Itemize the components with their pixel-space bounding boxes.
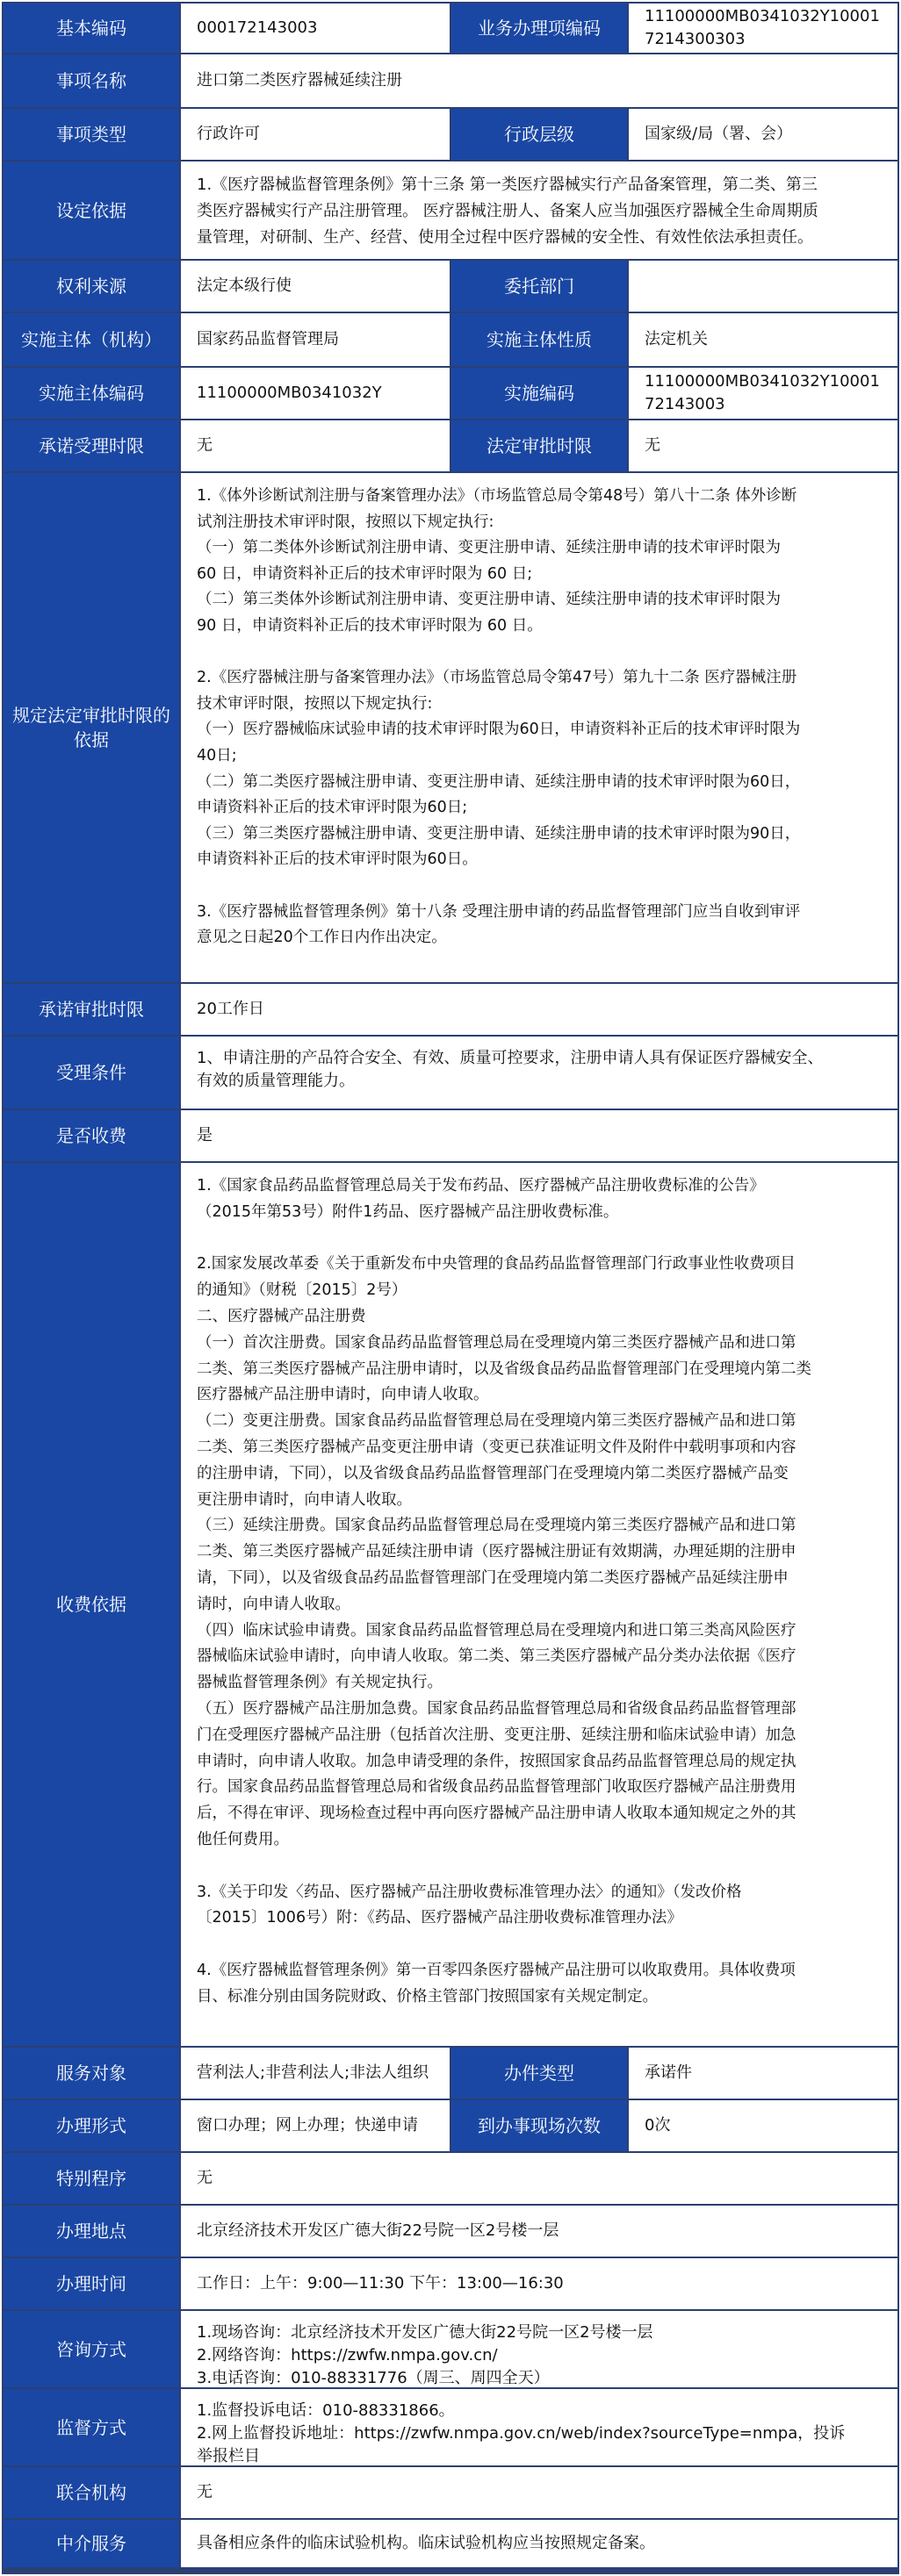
fee-basis-line: 后，不得在审评、现场检查过程中再向医疗器械产品注册申请人收取本通知规定之外的其 [197, 1805, 796, 1823]
special-value: 无 [181, 2153, 897, 2204]
impl-nature-label: 实施主体性质 [451, 313, 627, 366]
limits-basis-value [181, 473, 897, 982]
limits-basis-line: 试剂注册技术审评时限，按照以下规定执行: [197, 513, 494, 531]
handle-form-label: 办理形式 [4, 2100, 179, 2151]
business-code-value: 11100000MB0341032Y100017214300303 [629, 4, 897, 53]
item-info-table [2, 2, 899, 2574]
fee-basis-line: 请，下同），以及省级食品药品监督管理部门在受理境内第二类医疗器械产品延续注册申 [197, 1568, 789, 1587]
item-type-label: 事项类型 [4, 109, 179, 160]
limits-basis-line: （一）第二类体外诊断试剂注册申请、变更注册申请、延续注册申请的技术审评时限为 [197, 539, 781, 557]
fee-basis-line: （二）变更注册费。国家食品药品监督管理总局在受理境内第三类医疗器械产品和进口第 [197, 1412, 796, 1431]
fee-basis-line: 4.《医疗器械监督管理条例》第一百零四条医疗器械产品注册可以收取费用。具体收费项 [197, 1961, 796, 1979]
fee-basis-line: 医疗器械产品注册申请时，向申请人收取。 [197, 1386, 489, 1404]
fee-basis-line: （2015年第53号）附件1药品、医疗器械产品注册收费标准。 [197, 1202, 619, 1221]
acceptance-line: 1、申请注册的产品符合安全、有效、质量可控要求，注册申请人具有保证医疗器械安全、 [197, 1049, 824, 1067]
legal-approve-label: 法定审批时限 [451, 420, 627, 471]
fee-basis-line: 更注册申请时，向申请人收取。 [197, 1490, 412, 1509]
consult-line: 1.现场咨询：北京经济技术开发区广德大街22号院一区2号楼一层 [197, 2323, 653, 2342]
impl-body-label: 实施主体（机构） [4, 313, 179, 366]
basis-line: 1.《医疗器械监督管理条例》第十三条 第一类医疗器械实行产品备案管理，第二类、第三 [197, 176, 818, 194]
fee-basis-line: （五）医疗器械产品注册加急费。国家食品药品监督管理总局和省级食品药品监督管理部 [197, 1699, 796, 1718]
fee-basis-line: 〔2015〕1006号）附：《药品、医疗器械产品注册收费标准管理办法》 [197, 1909, 682, 1927]
fee-basis-line: 2.国家发展改革委《关于重新发布中央管理的食品药品监督管理部门行政事业性收费项目 [197, 1255, 796, 1274]
fee-basis-line: 二类、第三类医疗器械产品注册申请时，以及省级食品药品监督管理部门在受理境内第二类 [197, 1360, 811, 1378]
limits-basis-line: 2.《医疗器械注册与备案管理办法》（市场监管总局令第47号）第九十二条 医疗器械注册 [197, 669, 797, 687]
fee-basis-line [197, 1932, 882, 1958]
fee-basis-line [197, 1854, 882, 1880]
delegated-dept-value [629, 261, 897, 312]
acceptance-line: 有效的质量管理能力。 [197, 1072, 355, 1090]
impl-code2-label: 实施编码 [451, 368, 627, 419]
admin-level-label: 行政层级 [451, 109, 627, 160]
promise-approve-label: 承诺审批时限 [4, 984, 179, 1035]
acceptance-value [181, 1037, 897, 1109]
intermediary-value: 具备相应条件的临床试验机构。临床试验机构应当按照规定备案。 [181, 2520, 897, 2567]
item-type-value: 行政许可 [181, 109, 450, 160]
fee-basis-line: 申请时，向申请人收取。加急申请受理的条件，按照国家食品药品监督管理总局的规定执 [197, 1752, 796, 1770]
service-target-value: 营利法人;非营利法人;非法人组织 [181, 2048, 450, 2099]
charge-value: 是 [181, 1110, 897, 1161]
impl-body-value: 国家药品监督管理局 [181, 313, 450, 366]
item-name-label: 事项名称 [4, 54, 179, 107]
fee-basis-line: 1.《国家食品药品监督管理总局关于发布药品、医疗器械产品注册收费标准的公告》 [197, 1177, 765, 1195]
consult-label: 咨询方式 [4, 2311, 179, 2387]
handle-form-value: 窗口办理；网上办理；快递申请 [181, 2100, 450, 2151]
limits-basis-line: 申请资料补正后的技术审评时限为60日; [197, 799, 468, 817]
impl-code-label: 实施主体编码 [4, 368, 179, 419]
time-value: 工作日：上午：9:00—11:30 下午：13:00—16:30 [181, 2258, 897, 2309]
service-target-label: 服务对象 [4, 2048, 179, 2099]
consult-value [181, 2311, 897, 2387]
supervise-url[interactable]: 2.网上监督投诉地址：https://zwfw.nmpa.gov.cn/web/index?sourceType=nmpa，投诉 [197, 2424, 846, 2443]
fee-basis-line: 请时，向申请人收取。 [197, 1595, 350, 1613]
right-source-value: 法定本级行使 [181, 261, 450, 312]
location-value: 北京经济技术开发区广德大街22号院一区2号楼一层 [181, 2206, 897, 2257]
supervise-value [181, 2389, 897, 2465]
promise-accept-value: 无 [181, 420, 450, 471]
fee-basis-line: 二类、第三类医疗器械产品延续注册申请（医疗器械注册证有效期满，办理延期的注册申 [197, 1543, 796, 1561]
fee-basis-line: 二、医疗器械产品注册费 [197, 1307, 366, 1325]
fee-basis-line: （一）首次注册费。国家食品药品监督管理总局在受理境内第三类医疗器械产品和进口第 [197, 1333, 796, 1352]
joint-org-value: 无 [181, 2467, 897, 2518]
delegated-dept-label: 委托部门 [451, 261, 627, 312]
business-code-label: 业务办理项编码 [451, 4, 627, 53]
limits-basis-line: 意见之日起20个工作日内作出决定。 [197, 929, 447, 947]
intermediary-label: 中介服务 [4, 2520, 179, 2567]
consult-url[interactable]: 2.网络咨询：https://zwfw.nmpa.gov.cn/ [197, 2346, 498, 2364]
promise-accept-label: 承诺受理时限 [4, 420, 179, 471]
basis-label: 设定依据 [4, 161, 179, 259]
legal-approve-value: 无 [629, 420, 897, 471]
supervise-line: 举报栏目 [197, 2447, 260, 2465]
basis-value [181, 161, 897, 259]
consult-phone: 3.电话咨询：010-88331776（周三、周四全天） [197, 2369, 550, 2387]
limits-basis-line: （二）第三类体外诊断试剂注册申请、变更注册申请、延续注册申请的技术审评时限为 [197, 591, 781, 609]
limits-basis-line: 40日; [197, 746, 237, 764]
limits-basis-line [197, 640, 882, 666]
limits-basis-label: 规定法定审批时限的依据 [4, 473, 179, 982]
fee-basis-line: 的注册申请，下同），以及省级食品药品监督管理部门在受理境内第二类医疗器械产品变 [197, 1464, 789, 1482]
basis-line: 量管理，对研制、生产、经营、使用全过程中医疗器械的安全性、有效性依法承担责任。 [197, 228, 813, 247]
fee-basis-value [181, 1163, 897, 2046]
limits-basis-line: （二）第二类医疗器械注册申请、变更注册申请、延续注册申请的技术审评时限为60日， [197, 772, 801, 791]
doc-type-label: 办件类型 [451, 2048, 627, 2099]
fee-basis-line: 他任何费用。 [197, 1830, 289, 1848]
time-label: 办理时间 [4, 2258, 179, 2309]
special-label: 特别程序 [4, 2153, 179, 2204]
limits-basis-line [197, 873, 882, 900]
joint-org-label: 联合机构 [4, 2467, 179, 2518]
visit-count-value: 0次 [629, 2100, 897, 2151]
limits-basis-line: 申请资料补正后的技术审评时限为60日。 [197, 850, 478, 869]
basis-line: 类医疗器械实行产品注册管理。 医疗器械注册人、备案人应当加强医疗器械全生命周期质 [197, 202, 818, 220]
promise-approve-value: 20工作日 [181, 984, 897, 1035]
limits-basis-line: 3.《医疗器械监督管理条例》第十八条 受理注册申请的药品监督管理部门应当自收到审评 [197, 902, 801, 921]
fee-basis-line [197, 1226, 882, 1252]
limits-basis-line: 60 日，申请资料补正后的技术审评时限为 60 日; [197, 564, 533, 583]
fee-basis-line: 门在受理医疗器械产品注册（包括首次注册、变更注册、延续注册和临床试验申请）加急 [197, 1726, 796, 1744]
acceptance-label: 受理条件 [4, 1037, 179, 1109]
fee-basis-line: （四）临床试验申请费。国家食品药品监督管理总局在受理境内和进口第三类高风险医疗 [197, 1621, 796, 1640]
fee-basis-line: 器械监督管理条例》有关规定执行。 [197, 1674, 443, 1692]
item-name-value: 进口第二类医疗器械延续注册 [181, 54, 897, 107]
limits-basis-line: （一）医疗器械临床试验申请的技术审评时限为60日，申请资料补正后的技术审评时限为 [197, 721, 801, 739]
fee-basis-line: 3.《关于印发〈药品、医疗器械产品注册收费标准管理办法〉的通知》（发改价格 [197, 1883, 742, 1901]
right-source-label: 权利来源 [4, 261, 179, 312]
fee-basis-line: 二类、第三类医疗器械产品变更注册申请（变更已获准证明文件及附件中载明事项和内容 [197, 1438, 796, 1456]
basic-code-label: 基本编码 [4, 4, 179, 53]
limits-basis-line: （三）第三类医疗器械注册申请、变更注册申请、延续注册申请的技术审评时限为90日， [197, 824, 801, 843]
supervise-phone: 1.监督投诉电话：010-88331866。 [197, 2401, 455, 2420]
fee-basis-line: 目、标准分别由国务院财政、价格主管部门按照国家有关规定制定。 [197, 1987, 658, 2006]
fee-basis-label: 收费依据 [4, 1163, 179, 2046]
location-label: 办理地点 [4, 2206, 179, 2257]
impl-nature-value: 法定机关 [629, 313, 897, 366]
supervise-label: 监督方式 [4, 2389, 179, 2465]
fee-basis-line: 行。国家食品药品监督管理总局和省级食品药品监督管理部门收取医疗器械产品注册费用 [197, 1778, 796, 1797]
impl-code-value: 11100000MB0341032Y [181, 368, 450, 419]
fee-basis-line: 器械临床试验申请时，向申请人收取。第二类、第三类医疗器械产品分类办法依据《医疗 [197, 1647, 796, 1666]
limits-basis-line: 技术审评时限，按照以下规定执行: [197, 694, 433, 713]
limits-basis-line: 90 日，申请资料补正后的技术审评时限为 60 日。 [197, 616, 543, 635]
charge-label: 是否收费 [4, 1110, 179, 1161]
doc-type-value: 承诺件 [629, 2048, 897, 2099]
admin-level-value: 国家级/局（署、会） [629, 109, 897, 160]
impl-code2-value: 11100000MB0341032Y1000172143003 [629, 368, 897, 419]
visit-count-label: 到办事现场次数 [451, 2100, 627, 2151]
basic-code-value: 000172143003 [181, 4, 450, 53]
fee-basis-line: 的通知》（财税〔2015〕2号） [197, 1281, 407, 1300]
fee-basis-line: （三）延续注册费。国家食品药品监督管理总局在受理境内第三类医疗器械产品和进口第 [197, 1517, 796, 1535]
limits-basis-line: 1.《体外诊断试剂注册与备案管理办法》（市场监管总局令第48号）第八十二条 体外诊断 [197, 487, 797, 505]
